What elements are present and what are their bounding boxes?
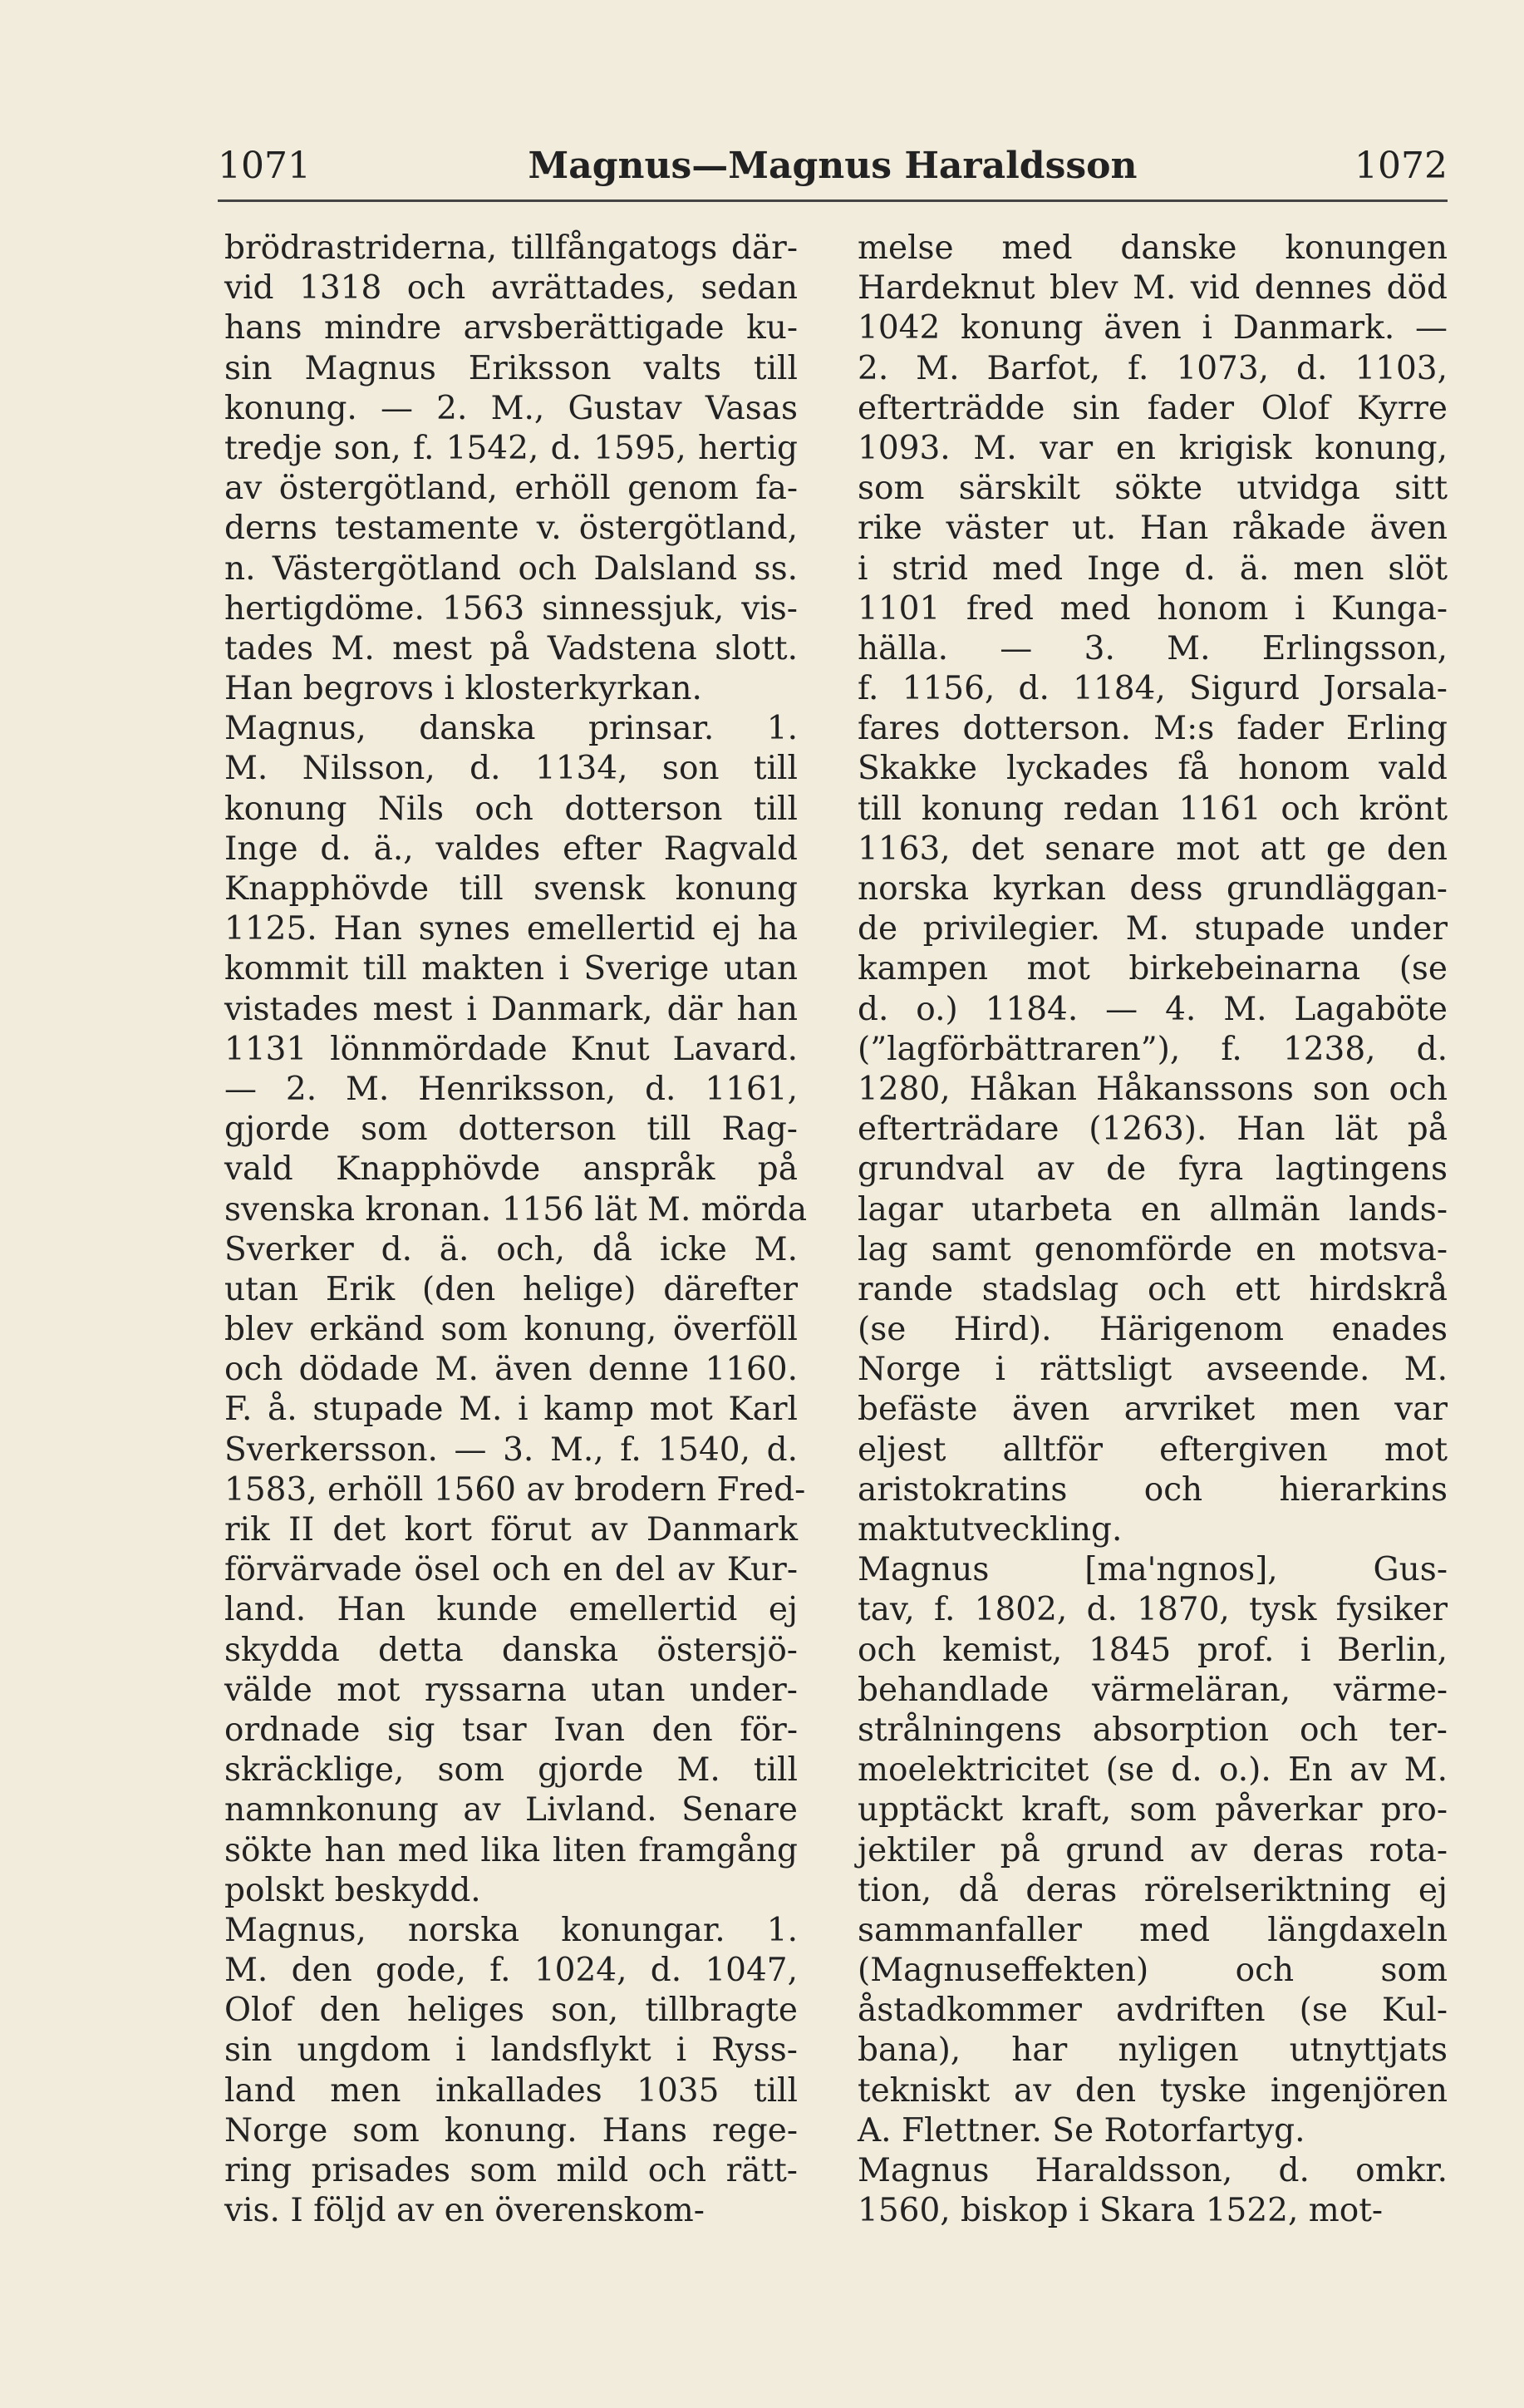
text-line: kampen mot birkebeinarna (se: [858, 950, 1448, 988]
text-line: M. den gode, f. 1024, d. 1047,: [224, 1952, 798, 1990]
text-line: och dödade M. även denne 1160.: [224, 1351, 798, 1389]
text-line: till konung redan 1161 och krönt: [858, 790, 1448, 828]
text-line: Norge i rättsligt avseende. M.: [858, 1351, 1448, 1389]
text-line: efterträdde sin fader Olof Kyrre: [858, 389, 1448, 427]
text-line: (se Hird). Härigenom enades: [858, 1311, 1448, 1349]
text-line: strålningens absorption och ter-: [858, 1711, 1448, 1749]
text-line: Magnus Haraldsson, d. omkr.: [858, 2152, 1448, 2189]
text-line: åstadkommer avdriften (se Kul-: [858, 1992, 1448, 2030]
text-line: M. Nilsson, d. 1134, son till: [224, 750, 798, 788]
text-line: d. o.) 1184. — 4. M. Lagaböte: [858, 990, 1448, 1028]
text-line: hans mindre arvsberättigade ku-: [224, 309, 798, 347]
text-line: 1560, biskop i Skara 1522, mot-: [858, 2192, 1384, 2230]
text-line: svenska kronan. 1156 lät M. mörda: [224, 1190, 808, 1229]
text-line: Magnus [ma'ngnos], Gus-: [858, 1551, 1448, 1589]
text-line: utan Erik (den helige) därefter: [224, 1270, 798, 1308]
text-line: grundval av de fyra lagtingens: [858, 1150, 1448, 1189]
text-line: i strid med Inge d. ä. men slöt: [858, 549, 1448, 588]
text-line: maktutveckling.: [858, 1511, 1123, 1549]
text-line: jektiler på grund av deras rota-: [858, 1831, 1448, 1869]
text-line: land men inkallades 1035 till: [224, 2071, 798, 2110]
text-line: lag samt genomförde en motsva-: [858, 1230, 1448, 1268]
text-line: 1093. M. var en krigisk konung,: [858, 429, 1448, 467]
page-header: [218, 141, 1448, 191]
page-number-left: 1071: [218, 145, 311, 187]
text-line: 1131 lönnmördade Knut Lavard.: [224, 1030, 798, 1068]
text-line: aristokratins och hierarkins: [858, 1470, 1448, 1509]
text-line: befäste även arvriket men var: [858, 1391, 1448, 1429]
text-line: 1280, Håkan Håkanssons son och: [858, 1070, 1448, 1108]
text-line: f. 1156, d. 1184, Sigurd Jorsala-: [858, 670, 1448, 708]
text-line: välde mot ryssarna utan under-: [224, 1671, 798, 1709]
text-line: vid 1318 och avrättades, sedan: [224, 269, 798, 308]
text-line: tav, f. 1802, d. 1870, tysk fysiker: [858, 1591, 1448, 1629]
text-line: 1163, det senare mot att ge den: [858, 830, 1448, 868]
text-line: (”lagförbättraren”), f. 1238, d.: [858, 1030, 1448, 1068]
text-line: förvärvade ösel och en del av Kur-: [224, 1551, 798, 1589]
text-line: vistades mest i Danmark, där han: [224, 990, 798, 1028]
text-line: Norge som konung. Hans rege-: [224, 2111, 798, 2149]
text-line: behandlade värmeläran, värme-: [858, 1671, 1448, 1709]
text-line: Han begrovs i klosterkyrkan.: [224, 670, 702, 708]
text-line: blev erkänd som konung, överföll: [224, 1311, 798, 1349]
text-line: ordnade sig tsar Ivan den för-: [224, 1711, 798, 1749]
text-line: Hardeknut blev M. vid dennes död: [858, 269, 1448, 308]
text-line: Skakke lyckades få honom vald: [858, 750, 1448, 788]
text-line: Magnus, danska prinsar. 1.: [224, 710, 798, 748]
text-line: land. Han kunde emellertid ej: [224, 1591, 798, 1629]
text-line: 1042 konung även i Danmark. —: [858, 309, 1448, 347]
text-line: av östergötland, erhöll genom fa-: [224, 470, 798, 508]
text-line: moelektricitet (se d. o.). En av M.: [858, 1751, 1448, 1790]
text-line: namnkonung av Livland. Senare: [224, 1791, 798, 1829]
text-line: fares dotterson. M:s fader Erling: [858, 710, 1448, 748]
text-line: de privilegier. M. stupade under: [858, 910, 1448, 948]
left-column: [224, 229, 808, 2231]
text-line: och kemist, 1845 prof. i Berlin,: [858, 1631, 1448, 1669]
header-rule: [218, 199, 1448, 202]
text-line: vald Knapphövde anspråk på: [224, 1150, 798, 1189]
text-line: norska kyrkan dess grundläggan-: [858, 870, 1448, 908]
text-line: efterträdare (1263). Han lät på: [858, 1110, 1448, 1149]
text-line: tades M. mest på Vadstena slott.: [224, 629, 798, 667]
text-line: (Magnuseffekten) och som: [858, 1952, 1448, 1990]
text-line: sökte han med lika liten framgång: [224, 1831, 798, 1869]
text-line: Inge d. ä., valdes efter Ragvald: [224, 830, 798, 868]
text-line: gjorde som dotterson till Rag-: [224, 1110, 798, 1149]
text-line: tekniskt av den tyske ingenjören: [858, 2071, 1448, 2110]
page-number-right: 1072: [1354, 145, 1448, 187]
text-line: n. Västergötland och Dalsland ss.: [224, 549, 798, 588]
text-line: derns testamente v. östergötland,: [224, 510, 798, 548]
text-line: 1125. Han synes emellertid ej ha: [224, 910, 798, 948]
text-line: hälla. — 3. M. Erlingsson,: [858, 629, 1448, 667]
text-line: som särskilt sökte utvidga sitt: [858, 470, 1448, 508]
text-line: eljest alltför eftergiven mot: [858, 1431, 1448, 1469]
text-line: tion, då deras rörelseriktning ej: [858, 1871, 1448, 1909]
text-line: 1583, erhöll 1560 av brodern Fred-: [224, 1470, 806, 1509]
text-line: upptäckt kraft, som påverkar pro-: [858, 1791, 1448, 1829]
text-line: kommit till makten i Sverige utan: [224, 950, 798, 988]
text-line: 2. M. Barfot, f. 1073, d. 1103,: [858, 349, 1448, 387]
text-line: skräcklige, som gjorde M. till: [224, 1751, 798, 1790]
text-line: ring prisades som mild och rätt-: [224, 2152, 798, 2189]
text-line: Knapphövde till svensk konung: [224, 870, 798, 908]
text-line: sammanfaller med längdaxeln: [858, 1911, 1448, 1949]
text-line: skydda detta danska östersjö-: [224, 1631, 798, 1669]
text-line: lagar utarbeta en allmän lands-: [858, 1190, 1448, 1229]
text-line: Magnus, norska konungar. 1.: [224, 1911, 798, 1949]
text-line: sin Magnus Eriksson valts till: [224, 349, 798, 387]
text-line: rik II det kort förut av Danmark: [224, 1511, 798, 1549]
text-line: F. å. stupade M. i kamp mot Karl: [224, 1391, 798, 1429]
text-line: konung Nils och dotterson till: [224, 790, 798, 828]
text-line: tredje son, f. 1542, d. 1595, hertig: [224, 429, 798, 467]
right-column: [858, 229, 1448, 2231]
text-line: A. Flettner. Se Rotorfartyg.: [858, 2111, 1305, 2149]
text-line: Sverker d. ä. och, då icke M.: [224, 1230, 798, 1268]
text-line: 1101 fred med honom i Kunga-: [858, 589, 1448, 628]
text-line: rande stadslag och ett hirdskrå: [858, 1270, 1448, 1308]
text-line: sin ungdom i landsflykt i Ryss-: [224, 2031, 798, 2070]
text-line: brödrastriderna, tillfångatogs där-: [224, 229, 798, 267]
text-line: hertigdöme. 1563 sinnessjuk, vis-: [224, 589, 798, 628]
text-line: bana), har nyligen utnyttjats: [858, 2031, 1448, 2070]
text-line: Sverkersson. — 3. M., f. 1540, d.: [224, 1431, 798, 1469]
text-line: vis. I följd av en överenskom-: [224, 2192, 705, 2230]
text-line: polskt beskydd.: [224, 1871, 481, 1909]
text-line: melse med danske konungen: [858, 229, 1448, 267]
text-line: Olof den heliges son, tillbragte: [224, 1992, 798, 2030]
running-title: Magnus—Magnus Haraldsson: [528, 145, 1138, 187]
text-line: rike väster ut. Han råkade även: [858, 510, 1448, 548]
text-line: konung. — 2. M., Gustav Vasas: [224, 389, 798, 427]
text-line: — 2. M. Henriksson, d. 1161,: [224, 1070, 798, 1108]
